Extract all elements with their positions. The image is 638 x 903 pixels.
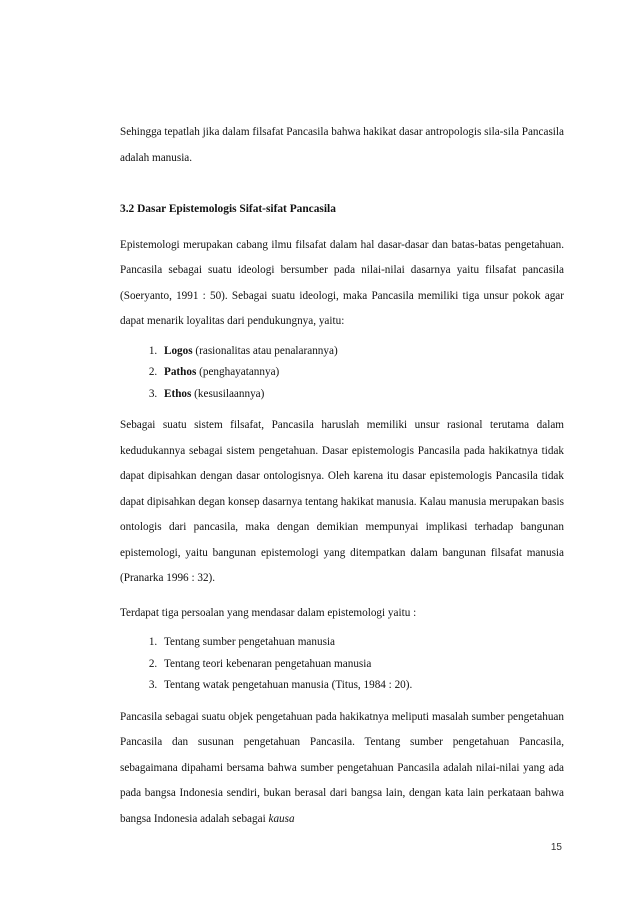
italic-term-kausa: kausa <box>268 812 295 825</box>
list-item: 1. Tentang sumber pengetahuan manusia <box>160 632 564 654</box>
list-item <box>160 384 564 406</box>
list-item: 2. Tentang teori kebenaran pengetahuan manusia <box>160 654 564 676</box>
list-item: 3. Tentang watak pengetahuan manusia (Titus, 1984 : 20). <box>160 675 564 697</box>
epistemology-problems-list <box>120 632 564 697</box>
list-item-term: Ethos <box>164 387 192 400</box>
page-content <box>120 120 564 832</box>
list-item <box>160 341 564 363</box>
list-item <box>160 362 564 384</box>
page-number: 15 <box>550 842 562 853</box>
list-item-term: Pathos <box>164 366 197 378</box>
section-spacer <box>120 171 564 197</box>
intro-paragraph: Sehingga tepatlah jika dalam filsafat Pancasila bahwa hakikat dasar antropologis sila-sila Pancasila adalah manusia. <box>120 126 564 164</box>
section-heading: 3.2 Dasar Epistemologis Sifat-sifat Pancasila <box>120 203 336 215</box>
paragraph-sistem-filsafat: Sebagai suatu sistem filsafat, Pancasila haruslah memiliki unsur rasional terutama dalam kedudukannya sebagai sistem pengetahuan. Dasar epistemologis Pancasila pada hakikatnya tidak dapat dipisahkan dengan dasar ontologisnya. Oleh karena itu dasar epistemologis Pancasila tidak dapat dipisahkan degan konsep dasarnya tentang hakikat manusia. Kalau manusia merupakan basis ontologis dari pancasila, maka dengan demikian mempunyai implikasi terhadap bangunan epistemologi, yaitu bangunan epistemologi yang ditempatkan dalam bangunan filsafat manusia (Pranarka 1996 : 32). <box>120 419 564 584</box>
list-item-desc: (penghayatannya) <box>196 366 280 378</box>
list-item-term: Logos <box>164 344 193 357</box>
list-item-desc: (kesusilaannya) <box>191 387 265 400</box>
paragraph-epistemologi: Epistemologi merupakan cabang ilmu filsafat dalam hal dasar-dasar dan batas-batas pengetahuan. Pancasila sebagai suatu ideologi bersumber pada nilai-nilai dasarnya yaitu filsafat pancasila (Soeryanto, 1991 : 50). Sebagai suatu ideologi, maka Pancasila memiliki tiga unsur pokok agar dapat menarik loyalitas dari pendukungnya, yaitu: <box>120 238 564 327</box>
paragraph-objek-pengetahuan <box>120 705 564 833</box>
paragraph-tiga-persoalan: Terdapat tiga persoalan yang mendasar dalam epistemologi yaitu : <box>120 606 417 619</box>
list-item-desc: (rasionalitas atau penalarannya) <box>192 344 338 357</box>
ideology-elements-list <box>120 341 564 406</box>
paragraph-objek-pengetahuan-text: Pancasila sebagai suatu objek pengetahuan pada hakikatnya meliputi masalah sumber pengetahuan Pancasila dan susunan pengetahuan Pancasila. Tentang sumber pengetahuan Pancasila, sebagaimana dipahami bersama bahwa sumber pengetahuan Pancasila adalah nilai-nilai yang ada pada bangsa Indonesia sendiri, bukan berasal dari bangsa lain, dengan kata lain perkataan bahwa bangsa Indonesia adalah sebagai <box>120 710 564 825</box>
